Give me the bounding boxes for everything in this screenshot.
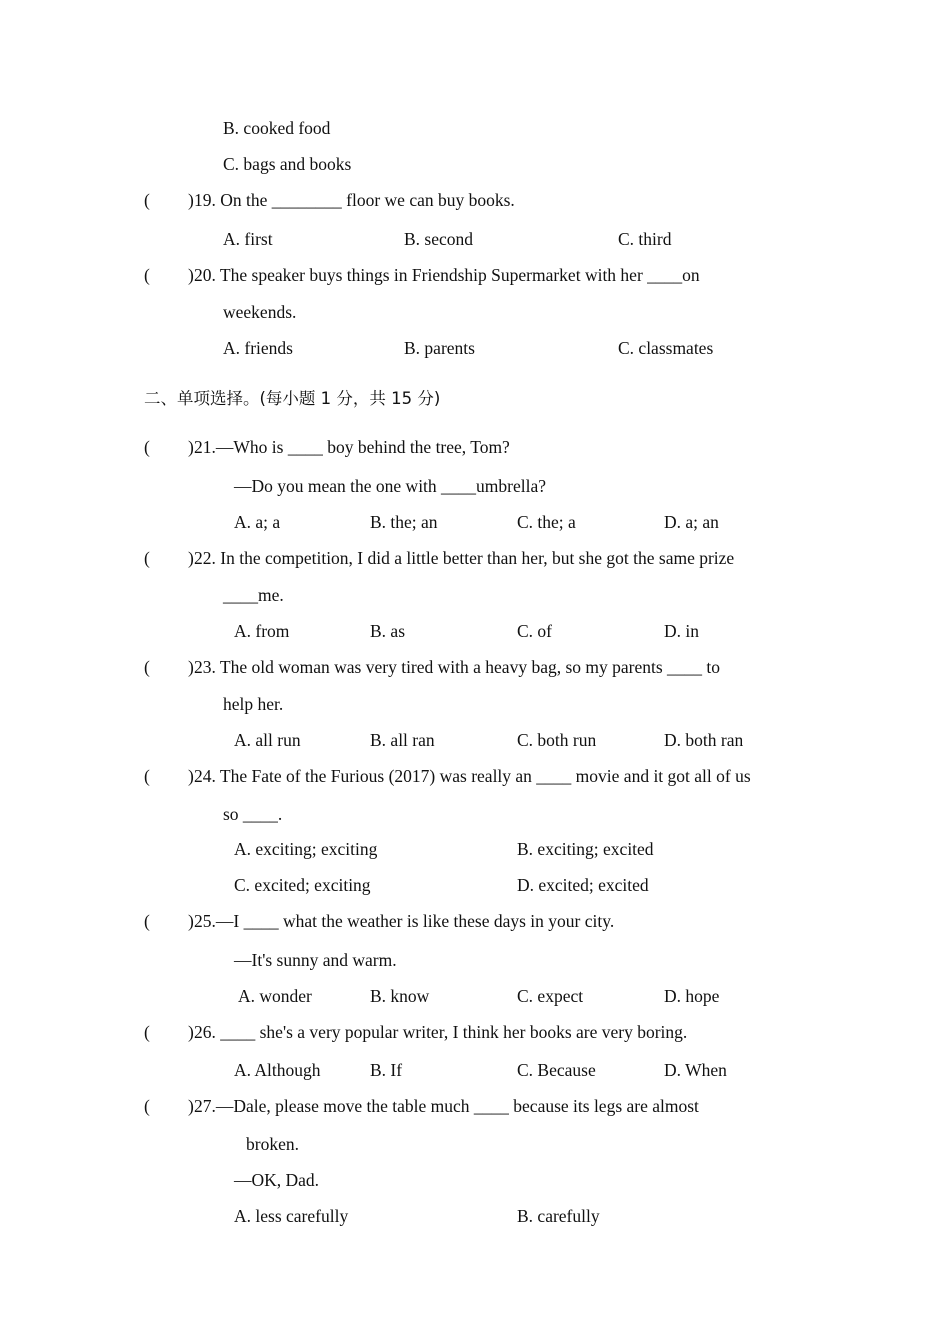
question-stem: 26. ____ she's a very popular writer, I think her books are very boring. <box>194 1022 688 1042</box>
answer-bracket-open: ( <box>144 1022 150 1042</box>
question-stem-continued: so ____. <box>223 804 283 824</box>
answer-bracket-close: ) <box>188 766 194 786</box>
option-d: D. both ran <box>664 730 744 750</box>
option-b: B. all ran <box>370 730 435 750</box>
question-reply: —OK, Dad. <box>234 1170 320 1190</box>
answer-bracket-open: ( <box>144 190 150 210</box>
option-c: C. excited; exciting <box>234 875 371 895</box>
option-d: D. in <box>664 621 699 641</box>
option-a: A. less carefully <box>234 1206 349 1226</box>
option-d: D. excited; excited <box>517 875 649 895</box>
option-b: B. second <box>404 229 474 249</box>
answer-bracket-open: ( <box>144 1096 150 1116</box>
question-stem: 19. On the ________ floor we can buy books. <box>194 190 515 210</box>
option-a: A. wonder <box>238 986 312 1006</box>
option-c: C. of <box>517 621 552 641</box>
answer-bracket-open: ( <box>144 766 150 786</box>
question-stem: 24. The Fate of the Furious (2017) was really an ____ movie and it got all of us <box>194 766 751 786</box>
option-a: A. friends <box>223 338 293 358</box>
option-b: B. as <box>370 621 405 641</box>
answer-bracket-open: ( <box>144 657 150 677</box>
section-heading: 二、单项选择。(每小题 1 分，共 15 分) <box>144 389 441 408</box>
question-stem: 20. The speaker buys things in Friendship Supermarket with her ____on <box>194 265 700 285</box>
answer-bracket-close: ) <box>188 265 194 285</box>
question-stem: 23. The old woman was very tired with a heavy bag, so my parents ____ to <box>194 657 721 677</box>
question-stem-continued: —Do you mean the one with ____umbrella? <box>234 476 547 496</box>
answer-bracket-close: ) <box>188 190 194 210</box>
answer-bracket-close: ) <box>188 657 194 677</box>
option-c: C. the; a <box>517 512 576 532</box>
answer-bracket-open: ( <box>144 437 150 457</box>
option-a: A. exciting; exciting <box>234 839 378 859</box>
answer-bracket-close: ) <box>188 1096 194 1116</box>
option-d: D. When <box>664 1060 727 1080</box>
option-c: C. classmates <box>618 338 714 358</box>
question-stem-continued: weekends. <box>223 302 297 322</box>
answer-bracket-close: ) <box>188 1022 194 1042</box>
answer-bracket-open: ( <box>144 265 150 285</box>
option-b: B. parents <box>404 338 475 358</box>
option-a: A. a; a <box>234 512 281 532</box>
question-stem: 27.—Dale, please move the table much ____ because its legs are almost <box>194 1096 699 1116</box>
question-stem-continued: ____me. <box>223 585 284 605</box>
question-stem-continued: broken. <box>246 1134 299 1154</box>
option-b: B. If <box>370 1060 403 1080</box>
option-a: A. first <box>223 229 273 249</box>
answer-bracket-close: ) <box>188 911 194 931</box>
option-b: B. know <box>370 986 430 1006</box>
option-d: D. hope <box>664 986 720 1006</box>
answer-bracket-open: ( <box>144 548 150 568</box>
answer-bracket-open: ( <box>144 911 150 931</box>
question-stem-continued: help her. <box>223 694 284 714</box>
option-c: C. third <box>618 229 672 249</box>
option-18-b: B. cooked food <box>223 118 331 138</box>
answer-bracket-close: ) <box>188 437 194 457</box>
option-d: D. a; an <box>664 512 719 532</box>
option-c: C. Because <box>517 1060 596 1080</box>
question-stem: 25.—I ____ what the weather is like these days in your city. <box>194 911 615 931</box>
option-c: C. expect <box>517 986 584 1006</box>
question-stem: 21.—Who is ____ boy behind the tree, Tom? <box>194 437 510 457</box>
option-c: C. both run <box>517 730 597 750</box>
option-b: B. exciting; excited <box>517 839 654 859</box>
option-a: A. Although <box>234 1060 321 1080</box>
option-a: A. from <box>234 621 290 641</box>
option-a: A. all run <box>234 730 301 750</box>
question-stem: 22. In the competition, I did a little better than her, but she got the same prize <box>194 548 735 568</box>
option-b: B. carefully <box>517 1206 600 1226</box>
answer-bracket-close: ) <box>188 548 194 568</box>
option-b: B. the; an <box>370 512 438 532</box>
question-stem-continued: —It's sunny and warm. <box>234 950 397 970</box>
option-18-c: C. bags and books <box>223 154 352 174</box>
